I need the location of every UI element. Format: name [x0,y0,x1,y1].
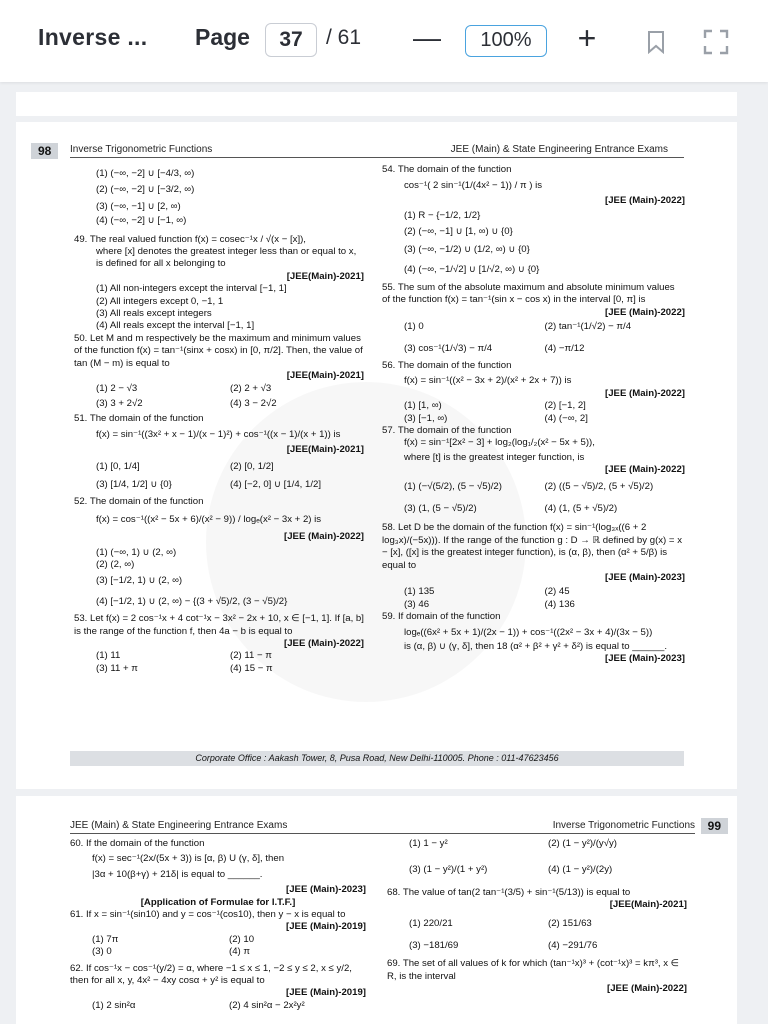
option: (2) (−∞, −1] ∪ [1, ∞) ∪ {0} [404,225,513,237]
option: (3) 46 [404,598,430,610]
option: (3) (1 − y²)/(1 + y²) [409,864,488,876]
option: (2) 45 [544,586,570,598]
option: (1) 7π [92,933,119,945]
option: (2) (−∞, −2] ∪ [−3/2, ∞) [96,184,195,196]
option: (1) 1 − y² [409,838,448,849]
option: (4) (−∞, 2] [544,412,588,424]
option: (4) 136 [544,598,575,610]
option: (1) 2 sin²α [92,999,136,1011]
exam-tag: [JEE (Main)-2019] [286,921,366,933]
header-rule [70,833,695,834]
option: (2) ((5 − √5)/2, (5 + √5)/2) [544,480,654,492]
right-column [387,838,687,996]
exam-tag: [JEE (Main)-2022] [605,306,685,318]
formula: logₑ((6x² + 5x + 1)/(2x − 1)) + cos⁻¹((2x² − 3x + 4)/(3x − 5)) [404,626,653,638]
option: (4) (−∞, −2] ∪ [−1, ∞) [96,215,187,227]
option: (1) [0, 1/4] [96,460,140,472]
exam-tag: [JEE (Main)-2022] [605,194,685,206]
option: (3) 11 + π [96,662,138,674]
option: (4) 15 − π [230,662,273,674]
question-68: 68. The value of tan(2 tan⁻¹(3/5) + sin⁻¹(5/13)) is equal to [387,886,631,898]
question-49: 49. The real valued function f(x) = cosec⁻¹x / √(x − [x]), [74,233,306,245]
option: (1) R − {−1/2, 1/2} [404,210,481,222]
question-52: 52. The domain of the function [74,496,204,508]
question-text: |3α + 10(β+γ) + 21δ| is equal to ______. [92,868,263,880]
exam-tag: [JEE(Main)-2021] [286,444,364,456]
option: (3) (−∞, −1/2) ∪ (1/2, ∞) ∪ {0} [404,244,530,256]
question-59: 59. If domain of the function [382,611,501,623]
option: (4) 3 − 2√2 [230,397,277,409]
option: (2) All integers except 0, −1, 1 [96,295,224,307]
page-header-right: JEE (Main) & State Engineering Entrance Exams [450,144,668,155]
question-58: 58. Let D be the domain of the function f(x) = sin⁻¹(log₃ₓ((6 + 2 log₃x)/(−5x))). If the range of the function g : D → ℝ defined by g(x) = x − [x], ([x] is the greatest integer function), is (α, β), then (α² + 5/β) is equal to [382,522,682,571]
exam-tag: [JEE (Main)-2023] [286,884,366,896]
document-page-98 [16,122,737,789]
page-number-input[interactable]: 37 [265,23,317,57]
option: (4) (1 − y²)/(2y) [548,864,613,876]
question-53: 53. Let f(x) = 2 cos⁻¹x + 4 cot⁻¹x − 3x² − 2x + 10, x ∈ [−1, 1]. If [a, b] is the range of the function f, then 4a − b is equal to [74,613,364,637]
option: (3) cos⁻¹(1/√3) − π/4 [404,343,493,355]
page-footer: Corporate Office : Aakash Tower, 8, Pusa Road, New Delhi-110005. Phone : 011-47623456 [70,751,684,766]
option: (4) π [229,946,251,958]
left-column [70,838,366,1012]
page-header-left: Inverse Trigonometric Functions [70,144,213,155]
option: (2) [−1, 2] [544,400,586,412]
option: (2) tan⁻¹(1/√2) − π/4 [544,321,632,333]
option: (1) 220/21 [409,917,453,929]
option: (1) (−∞, −2] ∪ [−4/3, ∞) [96,168,195,179]
option: (1) 0 [404,321,424,333]
formula: f(x) = sin⁻¹((x² − 3x + 2)/(x² + 2x + 7)) is [404,375,572,387]
page-number: 98 [31,143,58,159]
option: (2) (1 − y²)/(y√y) [548,838,617,849]
question-56: 56. The domain of the function [382,359,512,371]
total-pages: / 61 [326,26,362,49]
option: (3) All reals except integers [96,308,212,320]
option: (3) [−1/2, 1) ∪ (2, ∞) [96,575,183,587]
option: (1) 135 [404,586,435,598]
page-header-right: Inverse Trigonometric Functions [552,820,695,831]
option: (3) −181/69 [409,940,459,952]
question-text: is (α, β) ∪ (γ, δ], then 18 (α² + β² + γ² + δ²) is equal to ______. [404,641,667,652]
page-number: 99 [701,818,728,834]
option: (2) 10 [229,933,255,945]
option: (3) [1/4, 1/2] ∪ {0} [96,478,172,490]
question-55: 55. The sum of the absolute maximum and absolute minimum values of the function f(x) = tan⁻¹(sin x − cos x) in the interval [0, π] is [382,281,675,306]
formula: f(x) = sin⁻¹[2x² − 3] + log₂(log₁/₂(x² − 5x + 5)), [404,437,595,449]
document-title: Inverse ... [38,24,148,50]
option: (2) 4 sin²α − 2x²y² [229,999,305,1011]
option: (3) 3 + 2√2 [96,397,143,409]
exam-tag: [JEE (Main)-2022] [284,638,364,649]
exam-tag: [JEE (Main)-2023] [605,571,685,583]
question-69: 69. The set of all values of k for which (tan⁻¹x)³ + (cot⁻¹x)³ = kπ³, x ∈ R, is the interval [387,958,680,982]
option: (3) (−∞, −1] ∪ [2, ∞) [96,200,181,212]
formula: f(x) = cos⁻¹((x² − 5x + 6)/(x² − 9)) / logₑ(x² − 3x + 2) is [96,513,322,525]
option: (1) 11 [96,650,121,662]
option: (4) −291/76 [548,940,598,952]
fullscreen-icon[interactable] [703,29,729,55]
question-50: 50. Let M and m respectively be the maximum and minimum values of the function f(x) = tan⁻¹(sinx + cosx) in [0, π/2]. Then, the value of tan (M − m) is equal to [74,332,363,369]
option: (4) (−∞, −1/√2] ∪ [1/√2, ∞) ∪ {0} [404,264,540,276]
exam-tag: [JEE (Main)-2019] [286,987,366,999]
option: (3) (1, (5 − √5)/2) [404,502,477,514]
question-62: 62. If cos⁻¹x − cos⁻¹(y/2) = α, where −1 ≤ x ≤ 1, −2 ≤ y ≤ 2, x ≤ y/2, then for all x, y, 4x² − 4xy cosα + y² is equal to [70,962,352,987]
zoom-in-button[interactable]: + [577,20,597,56]
section-heading: [Application of Formulae for I.T.F.] [140,896,296,908]
option: (1) All non-integers except the interval [−1, 1] [96,283,287,295]
option: (4) All reals except the interval [−1, 1] [96,320,255,332]
option: (2) 2 + √3 [230,382,272,394]
question-text: where [t] is the greatest integer function, is [404,451,585,463]
page-label: Page [195,24,250,50]
left-column [74,168,364,675]
exam-tag: [JEE (Main)-2022] [284,531,364,543]
option: (4) −π/12 [544,343,585,355]
zoom-out-button[interactable]: — [413,22,441,53]
viewer-toolbar [0,0,768,82]
exam-tag: [JEE (Main)-2023] [605,653,685,665]
question-text: where [x] denotes the greatest integer less than or equal to x, is defined for all x belonging to [96,246,357,270]
question-54: 54. The domain of the function [382,164,512,175]
exam-tag: [JEE (Main)-2022] [607,983,687,995]
option: (3) 0 [92,946,112,958]
option: (3) [−1, ∞) [404,412,448,424]
option: (1) (−√(5/2), (5 − √5)/2) [404,480,502,492]
option: (1) [1, ∞) [404,400,442,412]
option: (2) 151/63 [548,917,592,929]
question-60: 60. If the domain of the function [70,838,205,849]
option: (1) 2 − √3 [96,382,138,394]
question-57: 57. The domain of the function [382,424,512,436]
exam-tag: [JEE (Main)-2022] [605,464,685,476]
option: (4) (1, (5 + √5)/2) [544,502,618,514]
formula: f(x) = sin⁻¹((3x² + x − 1)/(x − 1)²) + cos⁻¹((x − 1)/(x + 1)) is [96,428,341,440]
header-rule [70,157,684,158]
question-61: 61. If x = sin⁻¹(sin10) and y = cos⁻¹(cos10), then y − x is equal to [70,909,346,921]
formula: cos⁻¹( 2 sin⁻¹(1/(4x² − 1)) / π ) is [404,180,543,192]
exam-tag: [JEE(Main)-2021] [609,899,687,911]
right-column [382,164,685,666]
question-51: 51. The domain of the function [74,413,204,425]
option: (2) [0, 1/2] [230,460,274,472]
option: (2) (2, ∞) [96,558,135,570]
option: (2) 11 − π [230,650,272,662]
document-page-99 [16,796,737,1024]
option: (4) [−2, 0] ∪ [1/4, 1/2] [230,478,322,490]
previous-page-strip [16,92,737,116]
zoom-level-input[interactable]: 100% [465,25,547,57]
page-header-left: JEE (Main) & State Engineering Entrance Exams [70,820,288,831]
formula: f(x) = sec⁻¹(2x/(5x + 3)) is [α, β) U (γ, δ], then [92,853,285,865]
exam-tag: [JEE(Main)-2021] [286,370,364,382]
exam-tag: [JEE (Main)-2022] [605,387,685,399]
option: (4) [−1/2, 1) ∪ (2, ∞) − {(3 + √5)/2, (3 − √5)/2} [96,595,288,607]
exam-tag: [JEE(Main)-2021] [286,270,364,282]
option: (1) (−∞, 1) ∪ (2, ∞) [96,546,177,558]
bookmark-icon[interactable] [644,30,668,54]
